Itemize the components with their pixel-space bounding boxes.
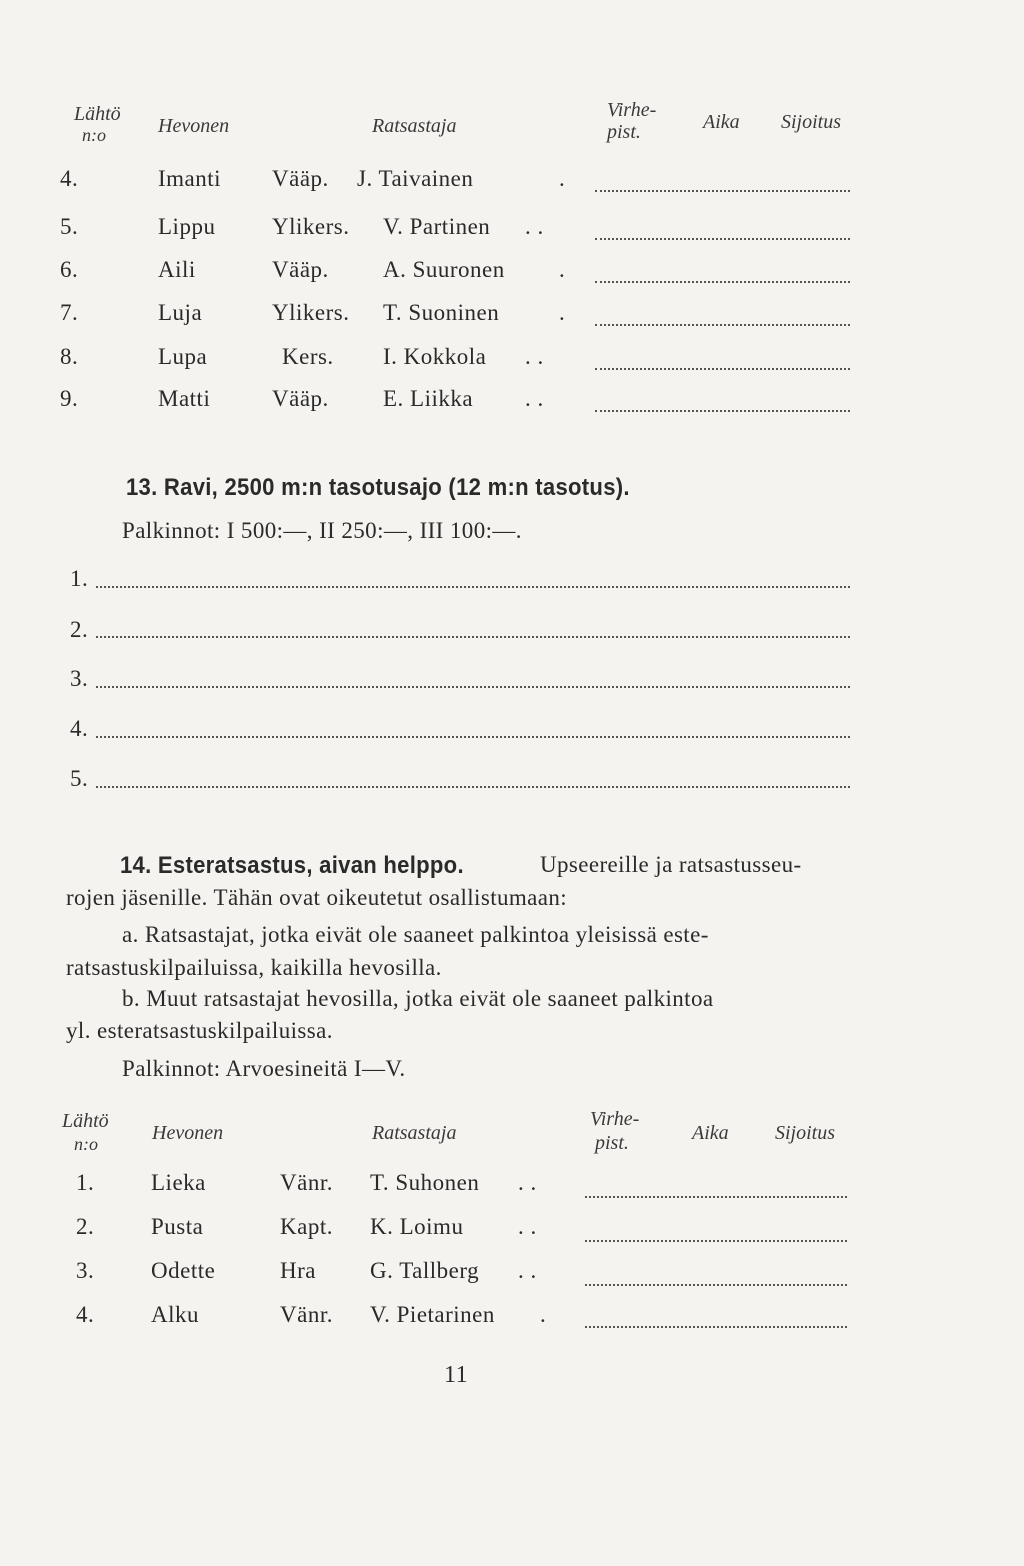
row-rider: E. Liikka (383, 386, 474, 411)
row-rider: T. Suoninen (383, 300, 500, 325)
header-start-no: Lähtö (62, 1110, 109, 1132)
blank-result-line (585, 1284, 847, 1286)
result-line-number: 2. (70, 617, 89, 642)
section-13-prizes: Palkinnot: I 500:—, II 250:—, III 100:—. (122, 518, 522, 543)
row-trail: . . (518, 1214, 537, 1239)
blank-result-line (585, 1196, 847, 1198)
header-rider: Ratsastaja (372, 115, 457, 137)
header-placing: Sijoitus (781, 111, 842, 133)
row-start-no: 1. (76, 1170, 95, 1195)
row-start-no: 5. (60, 214, 79, 239)
row-trail: . . (518, 1258, 537, 1283)
header-horse: Hevonen (158, 115, 230, 137)
row-rank: Vääp. (272, 257, 329, 282)
row-horse: Matti (158, 386, 211, 411)
blank-result-line (595, 368, 850, 370)
row-start-no: 4. (76, 1302, 95, 1327)
blank-result-line (96, 686, 850, 688)
blank-result-line (96, 636, 850, 638)
header-rider: Ratsastaja (372, 1122, 457, 1144)
row-rider: V. Partinen (383, 214, 491, 239)
row-rank: Kapt. (280, 1214, 333, 1239)
row-trail: . . (525, 386, 544, 411)
row-start-no: 8. (60, 344, 79, 369)
row-rider: K. Loimu (370, 1214, 464, 1239)
row-horse: Lieka (151, 1170, 206, 1195)
row-horse: Alku (151, 1302, 199, 1327)
header-penalty-sub: pist. (595, 1132, 629, 1154)
header-penalty-sub: pist. (607, 121, 641, 143)
blank-result-line (96, 586, 850, 588)
result-line-number: 4. (70, 716, 89, 741)
section-14-item-a: a. Ratsastajat, jotka eivät ole saaneet palkintoa yleisissä este- (122, 922, 709, 947)
section-14-intro: Upseereille ja ratsastusseu- (540, 852, 802, 877)
row-horse: Lupa (158, 344, 208, 369)
section-14-item-b-cont: yl. esteratsastuskilpailuissa. (66, 1018, 333, 1043)
blank-result-line (96, 736, 850, 738)
result-line-number: 3. (70, 666, 89, 691)
header-start-no: Lähtö (74, 103, 121, 125)
row-start-no: 2. (76, 1214, 95, 1239)
header-penalty: Virhe- (590, 1108, 640, 1130)
row-start-no: 4. (60, 166, 79, 191)
row-rider: V. Pietarinen (370, 1302, 495, 1327)
result-line-number: 5. (70, 766, 89, 791)
section-14-intro-cont: rojen jäsenille. Tähän ovat oikeutetut osallistumaan: (66, 885, 568, 910)
header-penalty: Virhe- (607, 99, 657, 121)
blank-result-line (585, 1326, 847, 1328)
section-13-title: 13. Ravi, 2500 m:n tasotusajo (12 m:n tasotus). (126, 474, 630, 501)
section-14-item-b: b. Muut ratsastajat hevosilla, jotka eivät ole saaneet palkintoa (122, 986, 714, 1011)
row-rider: I. Kokkola (383, 344, 487, 369)
row-rank: Vänr. (280, 1170, 333, 1195)
row-horse: Lippu (158, 214, 216, 239)
row-start-no: 3. (76, 1258, 95, 1283)
row-start-no: 7. (60, 300, 79, 325)
result-line-number: 1. (70, 566, 89, 591)
header-horse: Hevonen (152, 1122, 224, 1144)
blank-result-line (585, 1240, 847, 1242)
row-rank: Vääp. (272, 386, 329, 411)
row-rider: T. Suhonen (370, 1170, 480, 1195)
blank-result-line (96, 786, 850, 788)
row-horse: Odette (151, 1258, 216, 1283)
row-trail: . (559, 300, 566, 325)
header-time: Aika (703, 111, 740, 133)
row-trail: . (559, 166, 566, 191)
row-trail: . (540, 1302, 547, 1327)
header-time: Aika (692, 1122, 729, 1144)
section-14-prizes: Palkinnot: Arvoesineitä I—V. (122, 1056, 406, 1081)
row-start-no: 6. (60, 257, 79, 282)
row-rank: Ylikers. (272, 300, 350, 325)
row-horse: Imanti (158, 166, 222, 191)
row-horse: Pusta (151, 1214, 204, 1239)
row-rank: Kers. (282, 344, 334, 369)
row-horse: Luja (158, 300, 203, 325)
blank-result-line (595, 281, 850, 283)
blank-result-line (595, 324, 850, 326)
header-placing: Sijoitus (775, 1122, 836, 1144)
row-trail: . . (525, 344, 544, 369)
blank-result-line (595, 410, 850, 412)
row-rank: Vänr. (280, 1302, 333, 1327)
row-horse: Aili (158, 257, 196, 282)
row-rider: A. Suuronen (383, 257, 505, 282)
row-rank: Hra (280, 1258, 316, 1283)
section-14-item-a-cont: ratsastuskilpailuissa, kaikilla hevosilla. (66, 955, 442, 980)
row-trail: . (559, 257, 566, 282)
row-trail: . . (525, 214, 544, 239)
blank-result-line (595, 238, 850, 240)
page-number: 11 (444, 1362, 469, 1388)
row-rank: Ylikers. (272, 214, 350, 239)
header-start-no-sub: n:o (74, 1134, 98, 1154)
row-rank: Vääp. (272, 166, 329, 191)
blank-result-line (595, 190, 850, 192)
header-start-no-sub: n:o (82, 125, 106, 145)
row-rider: G. Tallberg (370, 1258, 480, 1283)
row-trail: . . (518, 1170, 537, 1195)
section-14-title: 14. Esteratsastus, aivan helppo. (120, 852, 464, 879)
row-rider: J. Taivainen (357, 166, 474, 191)
row-start-no: 9. (60, 386, 79, 411)
